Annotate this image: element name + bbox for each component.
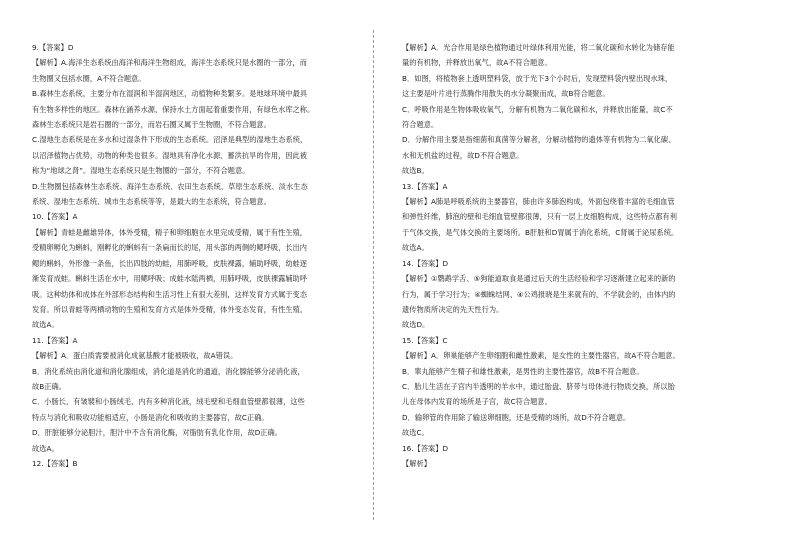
right-text-line: 故选B。 xyxy=(402,166,429,176)
left-column xyxy=(32,40,356,471)
right-text-line: 行为，属于学习行为；④蜘蛛结网、④公鸡报晓是生来就有的，不学就会的，由体内的 xyxy=(402,289,676,299)
left-text-line: D．肝脏能够分泌胆汁，胆汁中不含有消化酶，对脂肪有乳化作用，故D正确。 xyxy=(32,428,283,438)
column-divider xyxy=(373,30,374,520)
left-text-line: 故选A。 xyxy=(32,443,59,453)
left-text-line: 发育。所以青蛙等两栖动物的生殖和发育方式是体外受精，体外变态发育，有性生殖。 xyxy=(32,304,308,314)
left-text-line: C.湿地生态系统是在多水和过湿条件下形成的生态系统。沼泽是典型的湿地生态系统， xyxy=(32,135,308,145)
right-text-line: B．睾丸能够产生精子和雄性激素，是男性的主要性器官，故B不符合题意。 xyxy=(402,366,644,376)
left-text-line: B．消化系统由消化道和消化腺组成，消化道是消化的通道，消化腺能够分泌消化液， xyxy=(32,366,305,376)
right-text-line: 故选D。 xyxy=(402,320,430,330)
right-text-line: 量的有机物，并释放出氧气，故A不符合题意。 xyxy=(402,58,552,68)
left-text-line: 故选A。 xyxy=(32,320,59,330)
right-text-line: 于气体交换，是气体交换的主要场所。B肝脏和D胃属于消化系统，C肾属于泌尿系统。 xyxy=(402,227,679,237)
right-text-line: 16.【答案】D xyxy=(402,443,449,453)
right-text-line: C．胎儿生活在子宫内半透明的羊水中，通过胎盘、脐带与母体进行物质交换，所以胎 xyxy=(402,381,675,391)
right-column xyxy=(402,40,758,471)
left-text-line: B.森林生态系统，主要分布在湿润和半湿润地区，动植物种类繁多。是地球环境中最具 xyxy=(32,89,308,99)
left-text-line: 11.【答案】A xyxy=(32,335,78,345)
right-text-line: 这主要是叶片进行蒸腾作用散失的水分凝聚而成，故B符合题意。 xyxy=(402,89,610,99)
right-text-line: 和弹性纤维，肺泡的壁和毛细血管壁都很薄，只有一层上皮细胞构成，这些特点都有利 xyxy=(402,212,678,222)
left-text-line: 称为“地球之肾”。湿地生态系统只是生物圈的一部分，不符合题意。 xyxy=(32,166,250,176)
left-text-line: 10.【答案】A xyxy=(32,212,78,222)
left-text-line: 故B正确。 xyxy=(32,381,66,391)
left-text-line: 12.【答案】B xyxy=(32,458,78,468)
right-text-line: 【解析】A．卵巢能够产生卵细胞和雌性激素，是女性的主要性器官，故A不符合题意。 xyxy=(402,351,680,361)
right-text-line: 儿在母体内发育的场所是子宫，故C符合题意。 xyxy=(402,397,552,407)
right-text-line: 14.【答案】D xyxy=(402,258,449,268)
left-text-line: C．小肠长，有皱襞和小肠绒毛，内有多种消化液，绒毛壁和毛细血管壁都很薄，这些 xyxy=(32,397,305,407)
left-text-line: D.生物圈包括森林生态系统、海洋生态系统、农田生态系统、草原生态系统、淡水生态 xyxy=(32,181,308,191)
right-text-line: 故选A。 xyxy=(402,243,429,253)
right-text-line: 符合题意。 xyxy=(402,120,439,130)
right-text-line: 水和无机盐的过程，故D不符合题意。 xyxy=(402,150,524,160)
left-text-line: 以沼泽植物占优势，动物的种类也很多。湿地具有净化水源、蓄洪抗旱的作用，因此被 xyxy=(32,150,308,160)
left-text-line: 有生物多样性的地区。森林在涵养水源，保持水土方面起着重要作用，有绿色水库之称。 xyxy=(32,104,315,114)
right-text-line: B．如图，将植物套上透明塑料袋，放于光下3个小时后，发现塑料袋内壁出现水珠， xyxy=(402,73,673,83)
right-text-line: 13.【答案】A xyxy=(402,181,448,191)
left-text-line: 森林生态系统只是岩石圈的一部分，而岩石圈又属于生物圈，不符合题意。 xyxy=(32,120,271,130)
left-text-line: 特点与消化和吸收功能相适应，小肠是消化和吸收的主要器官，故C正确。 xyxy=(32,412,269,422)
right-text-line: 【解析】A．光合作用是绿色植物通过叶绿体利用光能，将二氧化碳和水转化为储存能 xyxy=(402,43,675,52)
left-text-line: 吸。这种幼体和成体在外部形态结构和生活习性上有很大差别，这样发育方式属于变态 xyxy=(32,289,308,299)
right-text-line: 【解析】 xyxy=(402,458,431,468)
right-text-line: 【解析】①鹦鹉学舌、⑤狗能道取食是通过后天的生活经验和学习逐渐建立起来的新的 xyxy=(402,274,676,284)
right-text-line: 遗传物质所决定的先天性行为。 xyxy=(402,304,504,314)
right-text-line: 15.【答案】C xyxy=(402,335,448,345)
right-text-line: C．呼吸作用是生物体吸收氧气，分解有机物为二氧化碳和水，并释放出能量，故C不 xyxy=(402,104,673,114)
right-text-line: 故选C。 xyxy=(402,428,429,438)
right-text-line: 【解析】A肺是呼吸系统的主要器官，肺由许多肺泡构成，外面包绕着丰富的毛细血管 xyxy=(402,197,675,207)
left-text-line: 9.【答案】D xyxy=(32,43,74,52)
left-text-line: 生物圈又包括水圈，A不符合题意。 xyxy=(32,73,146,83)
left-text-line: 【解析】A．蛋白质需要被消化成氨基酸才能被吸收，故A错误。 xyxy=(32,351,238,361)
left-text-line: 【解析】A.海洋生态系统由海洋和海洋生物组成，海洋生态系统只是水圈的一部分，而 xyxy=(32,58,307,68)
left-text-line: 【解析】青蛙是雌雄异体，体外受精，精子和卵细胞在水里完成受精，属于有性生殖， xyxy=(32,227,308,237)
left-text-line: 受精卵孵化为蝌蚪，刚孵化的蝌蚪有一条扁而长的尾，用头部的两侧的鳃呼吸，长出内 xyxy=(32,243,308,253)
left-text-line: 系统、湿地生态系统、城市生态系统等等，是最大的生态系统，符合题意。 xyxy=(32,197,271,207)
left-text-line: 鳃的蝌蚪，外形像一条鱼，长出四肢的幼蛙，用肺呼吸，皮肤裸露，辅助呼吸，幼蛙逐 xyxy=(32,258,308,268)
right-text-line: D．输卵管的作用除了输送卵细胞，还是受精的场所，故D不符合题意。 xyxy=(402,412,631,422)
left-text-line: 渐发育成蛙。蝌蚪生活在水中，用鳃呼吸；成蛙水陆两栖，用肺呼吸，皮肤裸露辅助呼 xyxy=(32,274,308,284)
right-text-line: D．分解作用主要是指细菌和真菌等分解者，分解动植物的遗体等有机物为二氧化碳、 xyxy=(402,135,676,145)
